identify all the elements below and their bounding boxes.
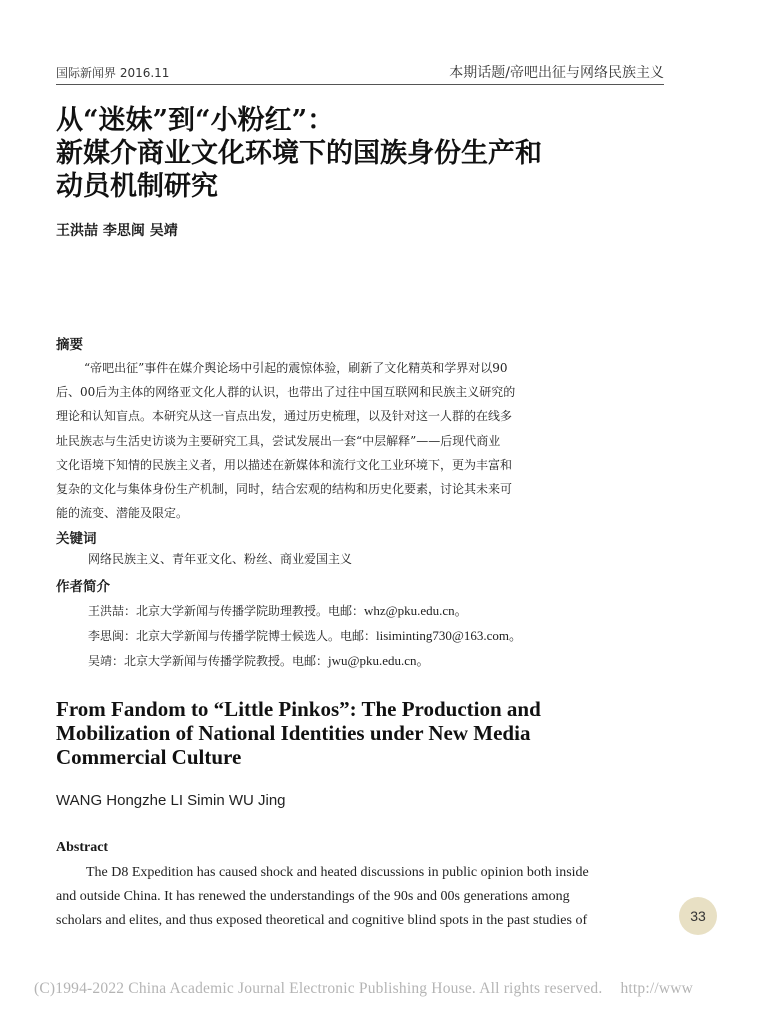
article-title-cn (56, 104, 676, 203)
abstract-en-line: The D8 Expedition has caused shock and heated discussions in public opinion both inside (86, 865, 589, 880)
bio-email: lisiminting730@163.com。 (376, 628, 522, 643)
abstract-cn-line: 能的流变、潜能及限定。 (56, 506, 189, 521)
column-title: 本期话题/帝吧出征与网络民族主义 (449, 65, 664, 81)
authors-en: WANG Hongzhe LI Simin WU Jing (56, 792, 286, 809)
keywords-cn-heading: 关键词 (56, 531, 97, 547)
bio-email: jwu@pku.edu.cn。 (328, 653, 430, 668)
journal-issue: 国际新闻界 2016.11 (56, 66, 170, 80)
bio-item (88, 625, 648, 644)
abstract-cn-heading: 摘要 (56, 337, 83, 353)
header-rule (56, 84, 664, 85)
abstract-cn-line: 复杂的文化与集体身份生产机制，同时，结合宏观的结构和历史化要素，讨论其未来可 (56, 481, 513, 496)
title-en-line: Mobilization of National Identities under New Media (56, 721, 531, 745)
abstract-cn-line: 理论和认知盲点。本研究从这一盲点出发，通过历史梳理，以及针对这一人群的在线多 (56, 409, 513, 424)
title-cn-line: 新媒介商业文化环境下的国族身份生产和 (56, 138, 542, 169)
title-en-line: From Fandom to “Little Pinkos”: The Production and (56, 697, 541, 721)
abstract-en-heading: Abstract (56, 840, 109, 855)
title-en-line: Commercial Culture (56, 745, 242, 769)
keywords-cn: 网络民族主义、青年亚文化、粉丝、商业爱国主义 (88, 552, 353, 566)
abstract-en-body (56, 861, 666, 933)
abstract-cn-line: 后、00后为主体的网络亚文化人群的认识，也带出了过往中国互联网和民族主义研究的 (56, 385, 516, 400)
title-cn-line: 从“迷妹”到“小粉红”： (56, 105, 335, 136)
bio-email: whz@pku.edu.cn。 (364, 603, 468, 618)
title-cn-line: 动员机制研究 (56, 171, 218, 202)
footer-url: http://www (620, 980, 694, 997)
article-title-en (56, 697, 676, 769)
abstract-en-line: scholars and elites, and thus exposed theoretical and cognitive blind spots in the past studies of (56, 913, 588, 928)
bio-text: 王洪喆：北京大学新闻与传播学院助理教授。电邮： (88, 604, 365, 618)
bio-text: 吴靖：北京大学新闻与传播学院教授。电邮： (88, 654, 329, 668)
abstract-cn-line: 址民族志与生活史访谈为主要研究工具，尝试发展出一套“中层解释”——后现代商业 (56, 433, 501, 448)
bio-item (88, 650, 648, 669)
authors-cn: 王洪喆 李思闽 吴靖 (56, 223, 178, 239)
copyright-text: (C)1994-2022 China Academic Journal Electronic Publishing House. All rights reserved. (34, 980, 603, 997)
page-number-badge: 33 (679, 897, 717, 935)
abstract-cn-line: “帝吧出征”事件在媒介舆论场中引起的震惊体验，刷新了文化精英和学界对以90 (84, 361, 508, 375)
abstract-en-line: and outside China. It has renewed the understandings of the 90s and 00s generations among (56, 889, 570, 904)
copyright-footer (34, 980, 768, 1000)
abstract-cn-body (56, 356, 662, 525)
abstract-cn-line: 文化语境下知情的民族主义者，用以描述在新媒体和流行文化工业环境下，更为丰富和 (56, 457, 513, 472)
bio-heading: 作者简介 (56, 579, 110, 595)
bio-item (88, 600, 648, 619)
bio-text: 李思闽：北京大学新闻与传播学院博士候选人。电邮： (88, 629, 377, 643)
